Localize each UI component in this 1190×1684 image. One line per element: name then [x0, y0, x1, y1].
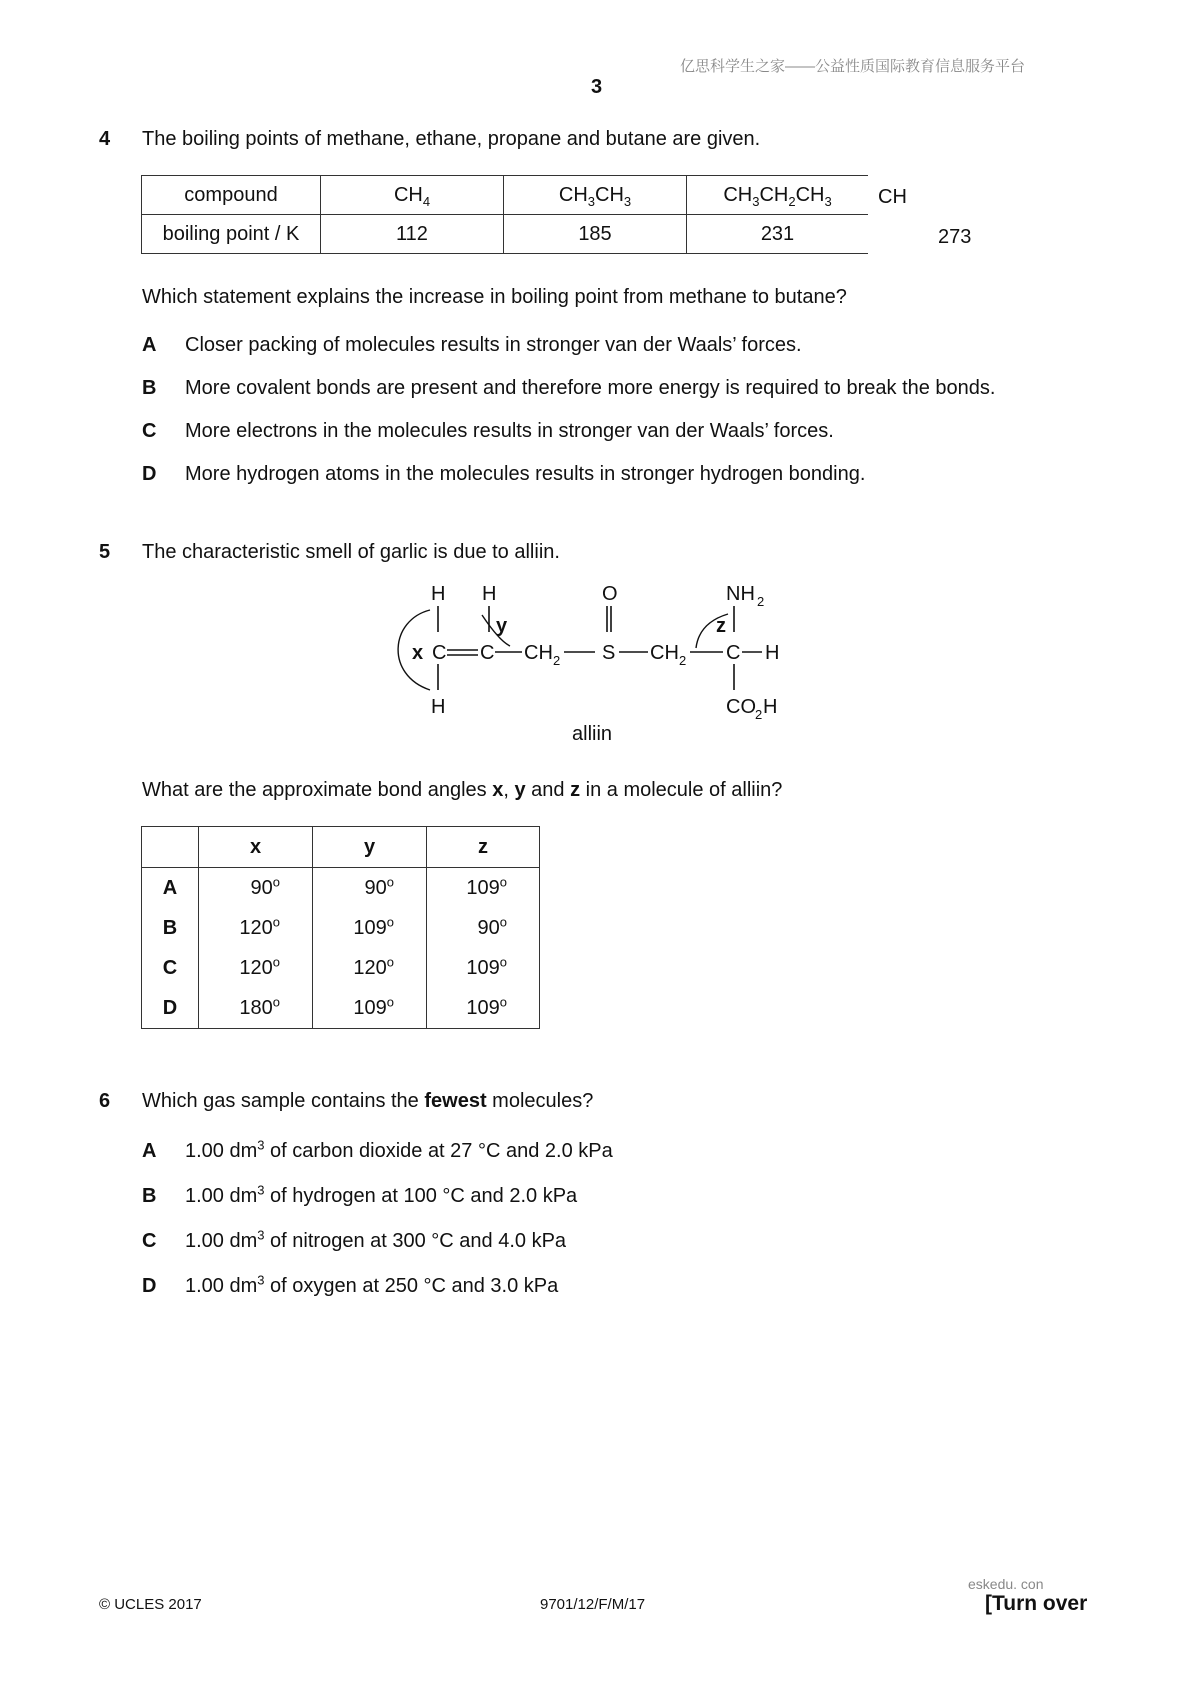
option-letter-6d: D [142, 1275, 157, 1297]
bp-butane: 273 [938, 226, 972, 248]
option-text-4b: More covalent bonds are present and therefore more energy is required to break the bonds. [185, 377, 996, 399]
svg-text:2: 2 [553, 653, 561, 668]
svg-text:C: C [480, 642, 495, 664]
degree-mark: o [272, 953, 280, 969]
svg-text:2: 2 [679, 653, 687, 668]
option-letter-6a: A [142, 1140, 157, 1162]
degree-mark: o [272, 873, 280, 889]
q5-prompt-y: y [514, 779, 526, 801]
svg-text:CH: CH [524, 642, 553, 664]
angle-value-z [427, 988, 540, 1029]
angle-number: 120 [353, 956, 387, 979]
svg-text:H: H [431, 583, 446, 605]
angle-number: 109 [466, 956, 500, 979]
q5-prompt-z: z [570, 779, 581, 801]
svg-text:C: C [432, 642, 447, 664]
angle-number: 120 [239, 916, 273, 939]
svg-text:NH: NH [726, 583, 755, 605]
angle-header-x: x [199, 827, 313, 868]
angle-value-y [313, 948, 427, 988]
option-letter-4c: C [142, 420, 157, 442]
turn-over: [Turn over [985, 1592, 1088, 1615]
svg-text:S: S [602, 642, 616, 664]
volume-value: 1.00 dm [185, 1140, 258, 1162]
option-text-4d: More hydrogen atoms in the molecules results in stronger hydrogen bonding. [185, 463, 866, 485]
footer-site: eskedu. con [968, 1576, 1044, 1592]
angle-number: 90 [250, 876, 273, 899]
svg-text:2: 2 [757, 594, 765, 609]
formula-ethane: $CH_3CH_3$ [504, 176, 687, 215]
bp-propane: 231 [687, 215, 869, 254]
q6-stem-bold: fewest [424, 1090, 487, 1112]
svg-text:H: H [765, 642, 780, 664]
angle-number: 109 [353, 996, 387, 1019]
option-text-4c: More electrons in the molecules results in stronger van der Waals’ forces. [185, 420, 834, 442]
q5-prompt-part: and [525, 779, 571, 801]
question-number-4: 4 [99, 128, 111, 150]
molecule-name: alliin [572, 723, 613, 745]
q6-stem-part: Which gas sample contains the [142, 1090, 425, 1112]
svg-text:2: 2 [755, 707, 763, 722]
angle-header-y: y [313, 827, 427, 868]
option-text-6d [185, 1272, 559, 1298]
footer-code: 9701/12/F/M/17 [540, 1596, 646, 1613]
angle-number: 180 [239, 996, 273, 1019]
unit-power: 3 [257, 1182, 265, 1198]
bond-angle-table [141, 826, 540, 1029]
angle-value-y [313, 908, 427, 948]
svg-text:y: y [496, 615, 508, 637]
angle-table-corner [142, 827, 199, 868]
option-text-6c [185, 1227, 567, 1253]
degree-mark: o [386, 873, 394, 889]
angle-value-x [199, 988, 313, 1029]
question-number-5: 5 [99, 541, 111, 563]
angle-value-x [199, 868, 313, 909]
svg-text:H: H [482, 583, 497, 605]
angle-value-x [199, 948, 313, 988]
degree-mark: o [499, 873, 507, 889]
angle-number: 109 [353, 916, 387, 939]
angle-row-c [142, 948, 540, 988]
degree-mark: o [499, 993, 507, 1009]
volume-value: 1.00 dm [185, 1230, 258, 1252]
header-watermark: 亿思科学生之家——公益性质国际教育信息服务平台 [680, 58, 1026, 75]
unit-power: 3 [257, 1227, 265, 1243]
angle-value-y [313, 988, 427, 1029]
angle-row-d [142, 988, 540, 1029]
option-letter-4b: B [142, 377, 157, 399]
angle-number: 90 [477, 916, 500, 939]
formula-methane: $CH_4$ [321, 176, 504, 215]
formula-propane: $CH_3CH_2CH_3$ [687, 176, 869, 215]
angle-value-z [427, 948, 540, 988]
angle-value-y [313, 868, 427, 909]
degree-mark: o [386, 953, 394, 969]
angle-value-x [199, 908, 313, 948]
option-letter-4a: A [142, 334, 157, 356]
page-number: 3 [591, 76, 603, 98]
angle-value-z [427, 908, 540, 948]
unit-power: 3 [257, 1272, 265, 1288]
degree-mark: o [499, 913, 507, 929]
question-4-prompt: Which statement explains the increase in boiling point from methane to butane? [142, 286, 847, 308]
option-text-4a: Closer packing of molecules results in stronger van der Waals’ forces. [185, 334, 802, 356]
gas-conditions: of oxygen at 250 °C and 3.0 kPa [264, 1275, 559, 1297]
angle-value-z [427, 868, 540, 909]
degree-mark: o [272, 993, 280, 1009]
footer-copyright: © UCLES 2017 [99, 1596, 202, 1613]
angle-row-a [142, 868, 540, 909]
angle-number: 109 [466, 876, 500, 899]
angle-option-letter: A [142, 868, 199, 909]
angle-option-letter: B [142, 908, 199, 948]
boiling-point-table [141, 175, 868, 254]
degree-mark: o [499, 953, 507, 969]
q6-stem-part: molecules? [486, 1090, 594, 1112]
svg-text:O: O [602, 583, 618, 605]
gas-conditions: of hydrogen at 100 °C and 2.0 kPa [264, 1185, 578, 1207]
degree-mark: o [272, 913, 280, 929]
bp-methane: 112 [321, 215, 504, 254]
option-letter-4d: D [142, 463, 157, 485]
q5-prompt-part: What are the approximate bond angles [142, 779, 493, 801]
svg-text:CO: CO [726, 696, 756, 718]
svg-text:x: x [412, 642, 424, 664]
alliin-structure [390, 580, 810, 745]
angle-number: 90 [364, 876, 387, 899]
table-cell-compound: compound [142, 176, 321, 215]
option-text-6b [185, 1182, 578, 1208]
table-cell-boiling-point-label: boiling point / K [142, 215, 321, 254]
bp-ethane: 185 [504, 215, 687, 254]
svg-text:C: C [726, 642, 741, 664]
option-letter-6c: C [142, 1230, 157, 1252]
svg-text:z: z [716, 615, 726, 637]
degree-mark: o [386, 913, 394, 929]
angle-number: 109 [466, 996, 500, 1019]
angle-row-b [142, 908, 540, 948]
question-4-stem: The boiling points of methane, ethane, propane and butane are given. [142, 128, 761, 150]
svg-text:H: H [763, 696, 778, 718]
svg-text:H: H [431, 696, 446, 718]
gas-conditions: of nitrogen at 300 °C and 4.0 kPa [264, 1230, 567, 1252]
question-number-6: 6 [99, 1090, 111, 1112]
question-5-prompt [142, 779, 782, 802]
volume-value: 1.00 dm [185, 1185, 258, 1207]
gas-conditions: of carbon dioxide at 27 °C and 2.0 kPa [264, 1140, 613, 1162]
degree-mark: o [386, 993, 394, 1009]
unit-power: 3 [257, 1137, 265, 1153]
q5-prompt-part: in a molecule of alliin? [580, 779, 783, 801]
volume-value: 1.00 dm [185, 1275, 258, 1297]
svg-text:CH: CH [650, 642, 679, 664]
angle-header-z: z [427, 827, 540, 868]
angle-option-letter: D [142, 988, 199, 1029]
formula-butane-cut: CH [878, 186, 907, 208]
q5-prompt-x: x [492, 779, 504, 801]
q5-prompt-part: , [503, 779, 515, 801]
angle-option-letter: C [142, 948, 199, 988]
option-letter-6b: B [142, 1185, 157, 1207]
question-5-stem: The characteristic smell of garlic is due to alliin. [142, 541, 560, 563]
question-6-stem [142, 1090, 593, 1113]
option-text-6a [185, 1137, 613, 1163]
angle-number: 120 [239, 956, 273, 979]
